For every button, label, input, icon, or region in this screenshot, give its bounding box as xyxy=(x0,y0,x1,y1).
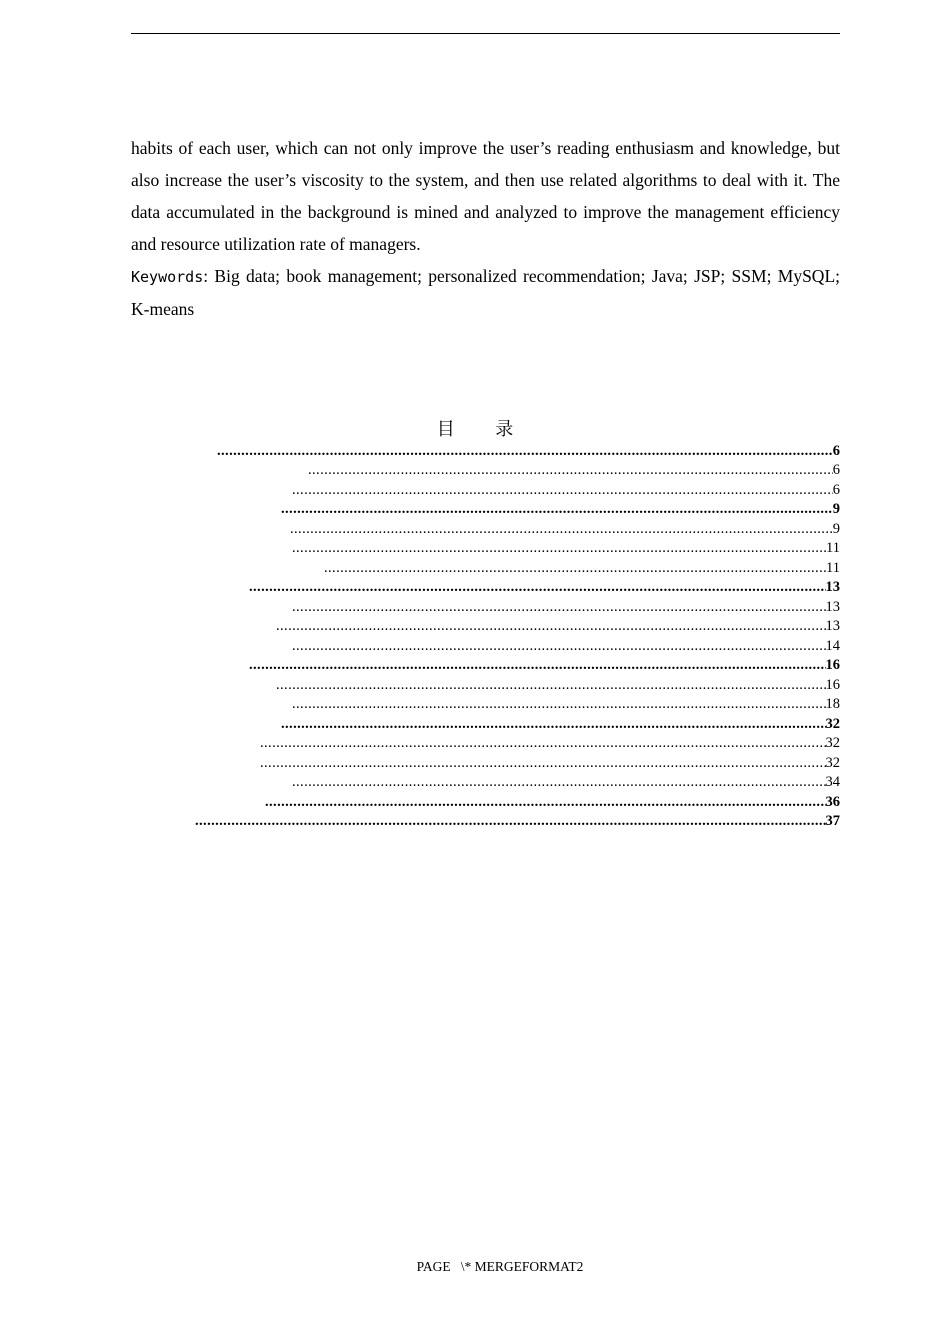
keywords-text: : Big data; book management; personalized recommendation; Java; JSP; SSM; MySQL; K-means xyxy=(131,266,840,319)
toc-page-number: 16 xyxy=(825,676,840,693)
toc-leader xyxy=(281,715,826,733)
toc-entry[interactable] xyxy=(292,596,840,616)
toc-leader xyxy=(249,656,826,674)
keywords-label: Keywords xyxy=(131,268,204,286)
toc-leader xyxy=(276,617,826,635)
toc-entry[interactable] xyxy=(260,752,840,772)
toc-page-number: 9 xyxy=(832,520,840,537)
abstract-paragraph: habits of each user, which can not only improve the user’s reading enthusiasm and knowledge, but also increase the user’s viscosity to the system, and then use related algorithms to deal with it. The data accumulated in the background is mined and analyzed to improve the management efficiency and resource utilization rate of managers. xyxy=(131,138,840,254)
footer-field-code: PAGE \* MERGEFORMAT2 xyxy=(416,1259,584,1274)
toc-leader xyxy=(195,812,826,830)
toc-leader xyxy=(260,754,826,772)
toc-leader xyxy=(308,461,833,479)
toc-page-number: 11 xyxy=(826,540,840,556)
toc-title: 目 录 xyxy=(436,419,532,439)
toc-leader xyxy=(276,676,826,694)
toc-entry[interactable] xyxy=(292,694,840,714)
toc-leader xyxy=(292,637,826,655)
toc-entry[interactable] xyxy=(281,499,840,519)
toc-entry[interactable] xyxy=(292,635,840,655)
toc-page-number: 32 xyxy=(825,715,840,732)
toc-entry[interactable] xyxy=(260,733,840,753)
toc-leader xyxy=(290,520,833,538)
toc-leader xyxy=(292,481,833,499)
toc-leader xyxy=(249,578,826,596)
toc-page-number: 32 xyxy=(825,735,840,751)
toc-entry[interactable] xyxy=(292,479,840,499)
toc-page-number: 9 xyxy=(832,501,840,517)
abstract-section xyxy=(131,132,840,325)
toc-page-number: 13 xyxy=(825,598,840,615)
toc-page-number: 16 xyxy=(825,657,840,673)
toc-page-number: 32 xyxy=(825,754,840,771)
toc-leader xyxy=(281,500,833,518)
toc-leader xyxy=(217,442,833,460)
toc-page-number: 6 xyxy=(832,481,840,498)
toc-entry[interactable] xyxy=(292,772,840,792)
toc-leader xyxy=(324,559,826,577)
toc-page-number: 6 xyxy=(832,462,840,478)
toc-entry[interactable] xyxy=(308,460,840,480)
toc-entry[interactable] xyxy=(292,538,840,558)
page-footer xyxy=(0,1259,950,1275)
toc-page-number: 14 xyxy=(825,637,840,654)
toc-page-number: 18 xyxy=(825,696,840,712)
toc-page-number: 6 xyxy=(832,442,840,459)
toc-page-number: 11 xyxy=(826,559,840,576)
toc-page-number: 34 xyxy=(825,774,840,790)
toc-leader xyxy=(260,734,826,752)
toc-entry[interactable] xyxy=(265,791,840,811)
toc-entry[interactable] xyxy=(249,577,840,597)
toc-leader xyxy=(265,793,826,811)
toc-page-number: 13 xyxy=(825,579,840,595)
toc-leader xyxy=(292,695,826,713)
toc-page-number: 13 xyxy=(825,618,840,634)
toc-entry[interactable] xyxy=(276,616,840,636)
toc-page-number: 36 xyxy=(825,793,840,810)
toc-leader xyxy=(292,773,826,791)
toc-entry[interactable] xyxy=(290,518,840,538)
toc-page-number: 37 xyxy=(825,813,840,829)
toc-entry[interactable] xyxy=(281,713,840,733)
header-rule xyxy=(131,33,840,34)
toc-entry[interactable] xyxy=(217,440,840,460)
toc-entry[interactable] xyxy=(324,557,840,577)
keywords-line xyxy=(131,260,840,325)
toc-leader xyxy=(292,598,826,616)
toc-entry[interactable] xyxy=(249,655,840,675)
toc-entry[interactable] xyxy=(276,674,840,694)
toc-entry[interactable] xyxy=(195,811,840,831)
toc-leader xyxy=(292,539,826,557)
